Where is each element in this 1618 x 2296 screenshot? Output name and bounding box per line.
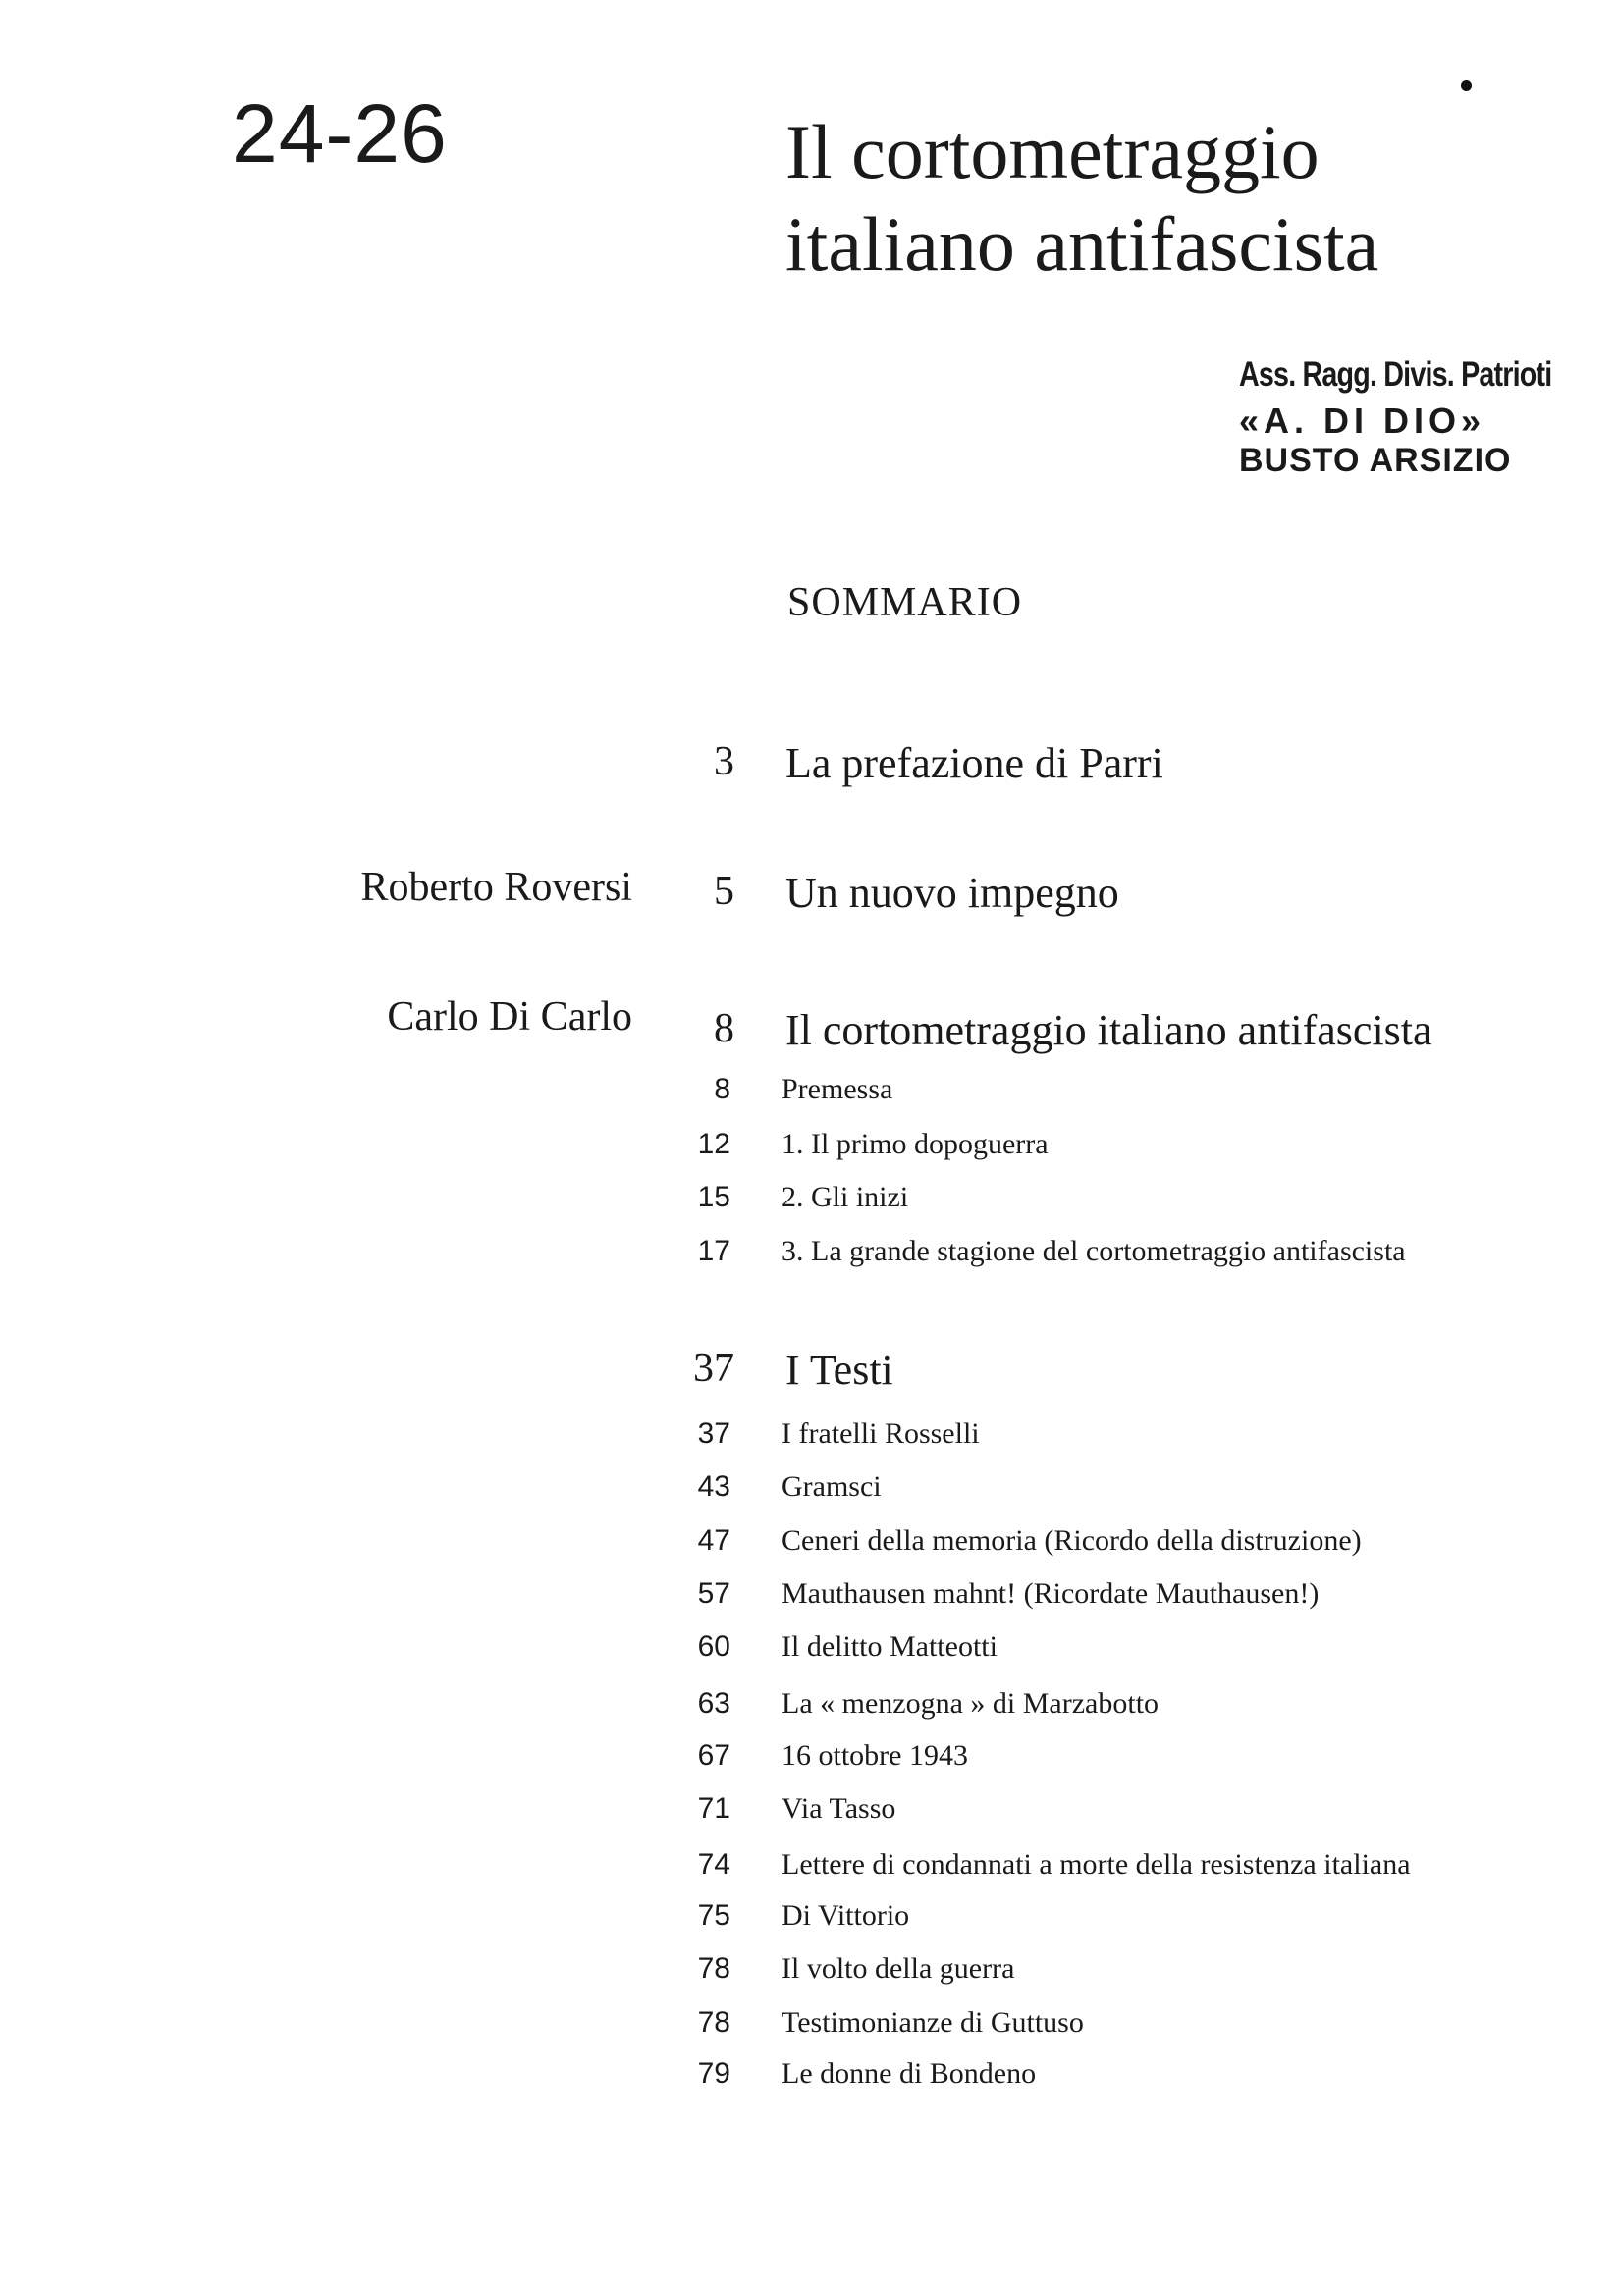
item-title: Ceneri della memoria (Ricordo della distruzione) bbox=[782, 1524, 1362, 1557]
item-title: 2. Gli inizi bbox=[782, 1181, 909, 1213]
item-page-number: 43 bbox=[697, 1470, 730, 1503]
section-page-number: 3 bbox=[714, 739, 734, 784]
section-author: Roberto Roversi bbox=[360, 865, 632, 910]
item-page-number: 78 bbox=[697, 1952, 730, 1985]
section-title: La prefazione di Parri bbox=[785, 739, 1163, 787]
page-title bbox=[785, 106, 1378, 291]
title-line-1: Il cortometraggio bbox=[785, 109, 1320, 194]
item-title: 16 ottobre 1943 bbox=[782, 1739, 968, 1772]
section-page-number: 37 bbox=[693, 1346, 734, 1391]
section-page-number: 8 bbox=[714, 1006, 734, 1051]
item-title: 1. Il primo dopoguerra bbox=[782, 1128, 1049, 1160]
item-page-number: 78 bbox=[697, 2006, 730, 2039]
item-page-number: 60 bbox=[697, 1630, 730, 1663]
item-page-number: 57 bbox=[697, 1577, 730, 1610]
contents-heading: SOMMARIO bbox=[787, 580, 1023, 625]
item-page-number: 15 bbox=[697, 1181, 730, 1213]
item-page-number: 37 bbox=[697, 1417, 730, 1450]
library-stamp bbox=[1239, 355, 1618, 480]
stamp-line-2: «A. DI DIO» bbox=[1239, 400, 1486, 441]
item-page-number: 17 bbox=[697, 1235, 730, 1267]
item-title: La « menzogna » di Marzabotto bbox=[782, 1687, 1160, 1720]
item-page-number: 71 bbox=[697, 1792, 730, 1825]
stamp-line-3: BUSTO ARSIZIO bbox=[1239, 442, 1512, 479]
section-title: Un nuovo impegno bbox=[785, 869, 1119, 917]
item-title: 3. La grande stagione del cortometraggio antifascista bbox=[782, 1235, 1406, 1267]
section-title: Il cortometraggio italiano antifascista bbox=[785, 1006, 1432, 1054]
section-page-number: 5 bbox=[714, 869, 734, 914]
issue-number: 24-26 bbox=[232, 87, 448, 180]
item-title: Il delitto Matteotti bbox=[782, 1630, 998, 1663]
section-author: Carlo Di Carlo bbox=[387, 994, 632, 1040]
item-page-number: 12 bbox=[697, 1128, 730, 1160]
item-title: Lettere di condannati a morte della resistenza italiana bbox=[782, 1848, 1411, 1881]
item-page-number: 74 bbox=[697, 1848, 730, 1881]
stamp-line-1: Ass. Ragg. Divis. Patrioti bbox=[1239, 355, 1552, 394]
item-title: Il volto della guerra bbox=[782, 1952, 1015, 1985]
item-title: I fratelli Rosselli bbox=[782, 1417, 980, 1450]
item-page-number: 8 bbox=[714, 1073, 730, 1105]
item-title: Le donne di Bondeno bbox=[782, 2057, 1037, 2090]
item-page-number: 63 bbox=[697, 1687, 730, 1720]
item-title: Testimonianze di Guttuso bbox=[782, 2006, 1084, 2039]
item-page-number: 75 bbox=[697, 1899, 730, 1932]
item-title: Premessa bbox=[782, 1073, 893, 1105]
item-page-number: 79 bbox=[697, 2057, 730, 2090]
item-title: Gramsci bbox=[782, 1470, 882, 1503]
ink-dot bbox=[1461, 80, 1472, 91]
item-page-number: 67 bbox=[697, 1739, 730, 1772]
section-title: I Testi bbox=[785, 1346, 893, 1394]
item-title: Di Vittorio bbox=[782, 1899, 910, 1932]
item-title: Via Tasso bbox=[782, 1792, 896, 1825]
item-title: Mauthausen mahnt! (Ricordate Mauthausen!) bbox=[782, 1577, 1320, 1610]
title-line-2: italiano antifascista bbox=[785, 201, 1379, 287]
item-page-number: 47 bbox=[697, 1524, 730, 1557]
